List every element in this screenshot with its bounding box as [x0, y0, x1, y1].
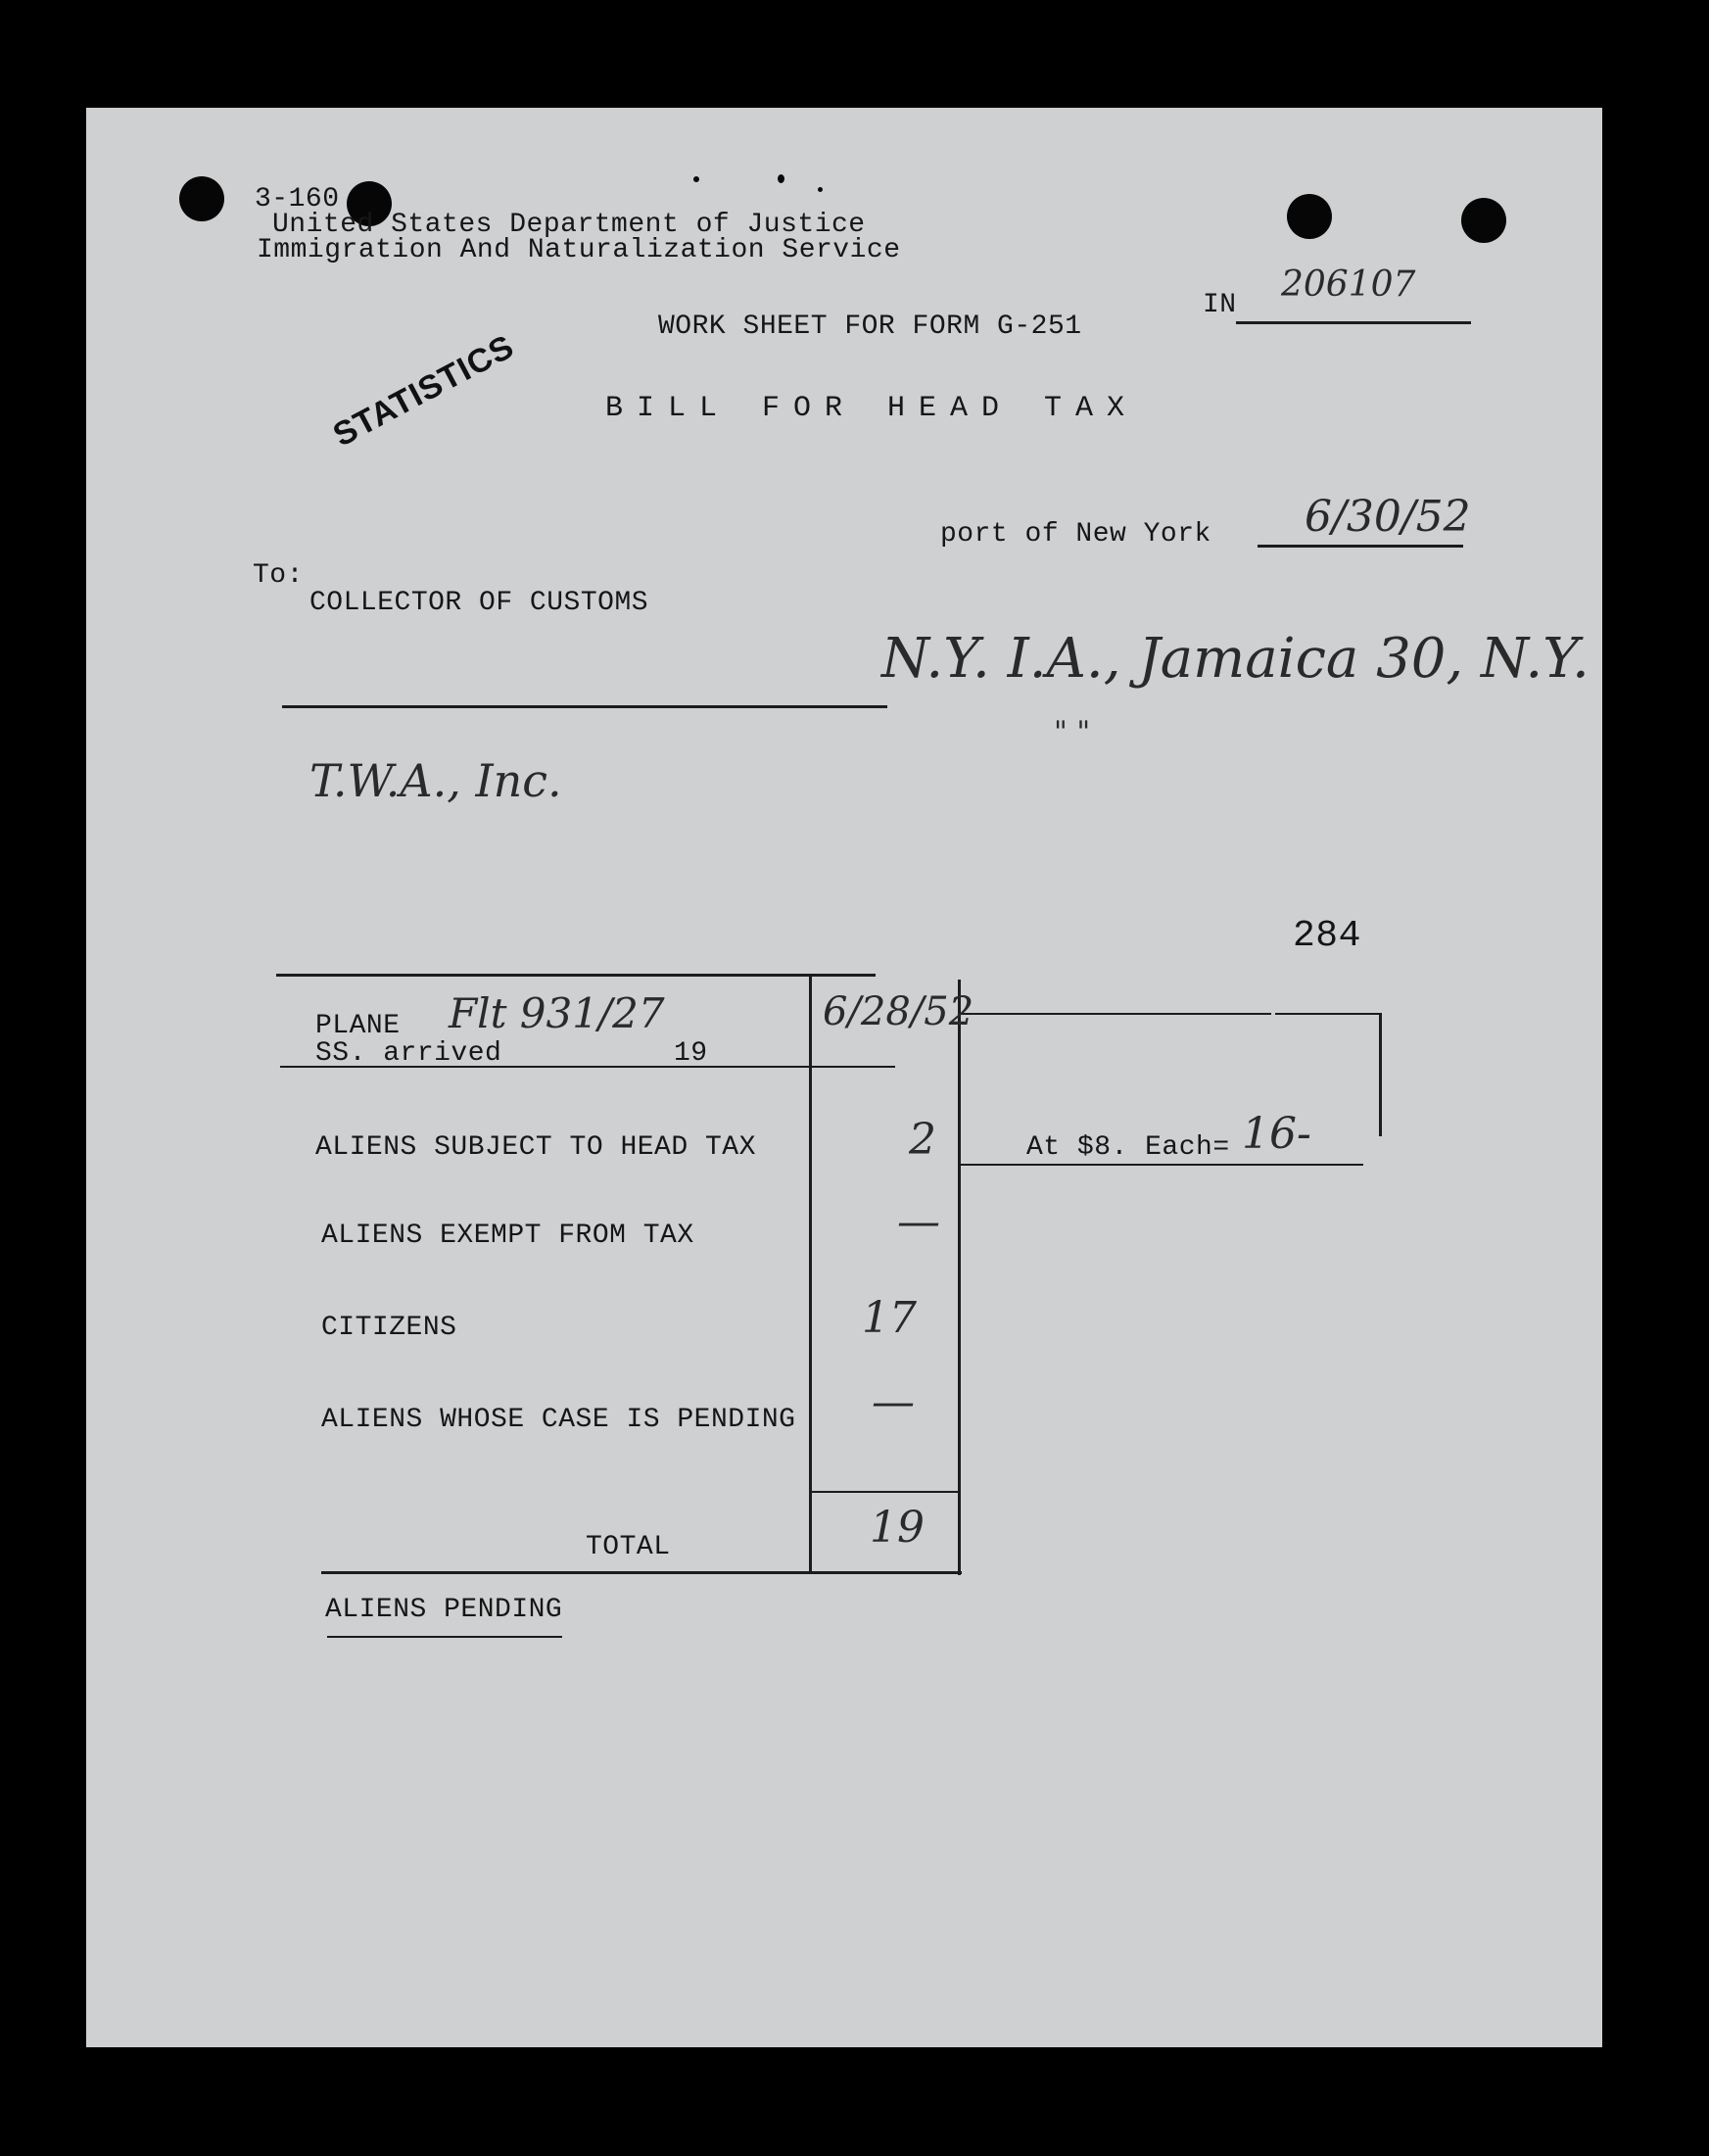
table-bottom-rule	[321, 1571, 962, 1574]
rate-total: 16-	[1242, 1109, 1311, 1159]
citizens-label: CITIZENS	[321, 1313, 457, 1343]
aliens-pending-label: ALIENS PENDING	[325, 1595, 563, 1625]
rate-box-right	[1379, 1013, 1382, 1136]
exempt-value: —	[897, 1197, 940, 1247]
page-number: 284	[1293, 915, 1361, 957]
in-number: 206107	[1281, 264, 1416, 305]
rate-label: At $8. Each=	[1026, 1132, 1230, 1163]
handwritten-address: N.Y. I.A., Jamaica 30, N.Y.	[881, 627, 1590, 691]
service-name: Immigration And Naturalization Service	[257, 235, 901, 265]
punch-hole-right-2	[1461, 198, 1506, 243]
plane-label: PLANE	[315, 1011, 401, 1041]
ditto-marks: " "	[1054, 715, 1091, 749]
port-label: port of New York	[940, 519, 1211, 550]
bill-title: BILL FOR HEAD TAX	[605, 392, 1139, 425]
table-top-rule	[276, 974, 876, 977]
port-date: 6/30/52	[1305, 492, 1471, 542]
aliens-pending-underline	[327, 1636, 562, 1638]
arrived-label: SS. arrived	[315, 1038, 502, 1069]
statistics-stamp: STATISTICS	[327, 327, 521, 455]
rate-box-top-right	[1275, 1013, 1381, 1015]
speck	[693, 176, 699, 182]
agency-name: United States Department of Justice	[272, 210, 866, 240]
rate-box-top	[958, 1013, 1271, 1015]
address-underline	[282, 705, 887, 708]
arrived-underline	[539, 1066, 676, 1068]
exempt-label: ALIENS EXEMPT FROM TAX	[321, 1221, 694, 1251]
plane-flight: Flt 931/27	[449, 989, 665, 1037]
in-underline	[1236, 321, 1471, 324]
punch-hole-right	[1287, 194, 1332, 239]
date-underline	[1258, 545, 1463, 548]
rate-underline	[960, 1164, 1363, 1166]
speck	[818, 187, 823, 192]
pending-case-label: ALIENS WHOSE CASE IS PENDING	[321, 1405, 796, 1435]
subject-value: 2	[909, 1115, 936, 1165]
subject-label: ALIENS SUBJECT TO HEAD TAX	[315, 1132, 756, 1163]
arrived-year: 19	[674, 1038, 708, 1069]
document-page	[86, 108, 1602, 2047]
total-label: TOTAL	[586, 1532, 671, 1562]
handwritten-carrier: T.W.A., Inc.	[309, 754, 562, 807]
punch-hole-left	[179, 176, 224, 221]
total-value: 19	[870, 1503, 925, 1553]
column-divider-left	[809, 976, 812, 1573]
to-label: To:	[253, 560, 304, 591]
pending-case-value: —	[872, 1377, 915, 1427]
citizens-value: 17	[862, 1293, 917, 1343]
worksheet-title: WORK SHEET FOR FORM G-251	[658, 311, 1082, 342]
form-number: 3-160	[255, 184, 340, 215]
column-divider-right	[958, 980, 961, 1575]
recipient-name: COLLECTOR OF CUSTOMS	[309, 588, 649, 618]
in-label: IN	[1203, 290, 1237, 320]
total-row-rule	[811, 1491, 960, 1493]
arrival-date: 6/28/52	[823, 989, 974, 1034]
speck	[778, 174, 784, 183]
